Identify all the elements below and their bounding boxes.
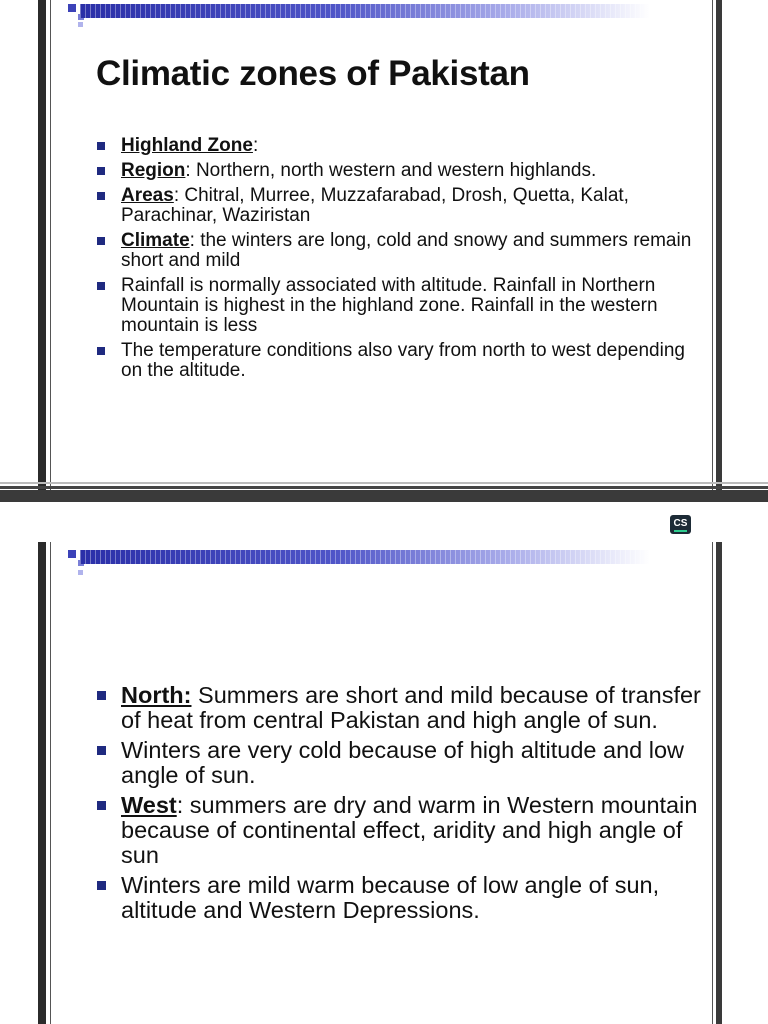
item-text: : the winters are long, cold and snowy and summers remain short and mild: [121, 230, 692, 271]
slide-frame-inner-right: [712, 0, 713, 500]
list-item: [121, 873, 711, 923]
slide-1-bottom-edge: [0, 482, 768, 484]
list-item: [121, 136, 701, 156]
slide-frame-inner-left: [50, 0, 51, 500]
bullet-list: [121, 683, 711, 928]
header-decor-bar: [80, 550, 650, 564]
square-bullet-icon: [97, 237, 105, 245]
slide-frame-inner-left: [50, 542, 51, 1024]
item-text: The temperature conditions also vary from north to west depending on the altitude.: [121, 340, 685, 381]
item-label: Region: [121, 160, 186, 181]
slide-1: [0, 0, 768, 500]
square-bullet-icon: [97, 192, 105, 200]
item-label: Climate: [121, 230, 190, 251]
slide-title: Climatic zones of Pakistan: [96, 54, 530, 93]
square-bullet-icon: [97, 282, 105, 290]
slide-frame-left: [38, 542, 46, 1024]
list-item: [121, 186, 701, 226]
square-bullet-icon: [97, 881, 106, 890]
slide-frame-left: [38, 0, 46, 500]
list-item: [121, 276, 701, 336]
slide-frame-inner-right: [712, 542, 713, 1024]
decor-square: [78, 570, 83, 575]
bullet-list: [121, 136, 701, 386]
item-text: : Chitral, Murree, Muzzafarabad, Drosh, Quetta, Kalat, Parachinar, Waziristan: [121, 185, 629, 226]
square-bullet-icon: [97, 167, 105, 175]
item-label: Areas: [121, 185, 174, 206]
list-item: [121, 738, 711, 788]
slide-separator-bar: [0, 490, 768, 502]
decor-square: [78, 22, 83, 27]
square-bullet-icon: [97, 347, 105, 355]
item-label: Highland Zone: [121, 135, 253, 156]
list-item: [121, 683, 711, 733]
square-bullet-icon: [97, 801, 106, 810]
item-text: Rainfall is normally associated with altitude. Rainfall in Northern Mountain is highest in the highland zone. Rainfall in the western mountain is less: [121, 275, 658, 336]
item-text: Summers are short and mild because of transfer of heat from central Pakistan and high angle of sun.: [121, 682, 701, 733]
decor-square: [68, 4, 76, 12]
list-item: [121, 231, 701, 271]
slide-frame-right: [716, 0, 722, 500]
square-bullet-icon: [97, 691, 106, 700]
slide-1-bottom-edge: [0, 486, 768, 489]
list-item: [121, 161, 701, 181]
slide-frame-right: [716, 542, 722, 1024]
item-text: Winters are very cold because of high altitude and low angle of sun.: [121, 737, 685, 788]
square-bullet-icon: [97, 746, 106, 755]
item-text: Winters are mild warm because of low angle of sun, altitude and Western Depressions.: [121, 872, 660, 923]
list-item: [121, 793, 711, 868]
list-item: [121, 341, 701, 381]
item-label: North:: [121, 682, 192, 708]
item-text: : Northern, north western and western highlands.: [185, 160, 597, 181]
item-text: :: [252, 135, 259, 156]
item-label: West: [121, 792, 177, 818]
square-bullet-icon: [97, 142, 105, 150]
camscanner-logo-icon: CS: [670, 515, 691, 534]
decor-square: [68, 550, 76, 558]
header-decor-bar: [80, 4, 650, 18]
item-text: : summers are dry and warm in Western mountain because of continental effect, aridity and high angle of sun: [121, 792, 698, 868]
